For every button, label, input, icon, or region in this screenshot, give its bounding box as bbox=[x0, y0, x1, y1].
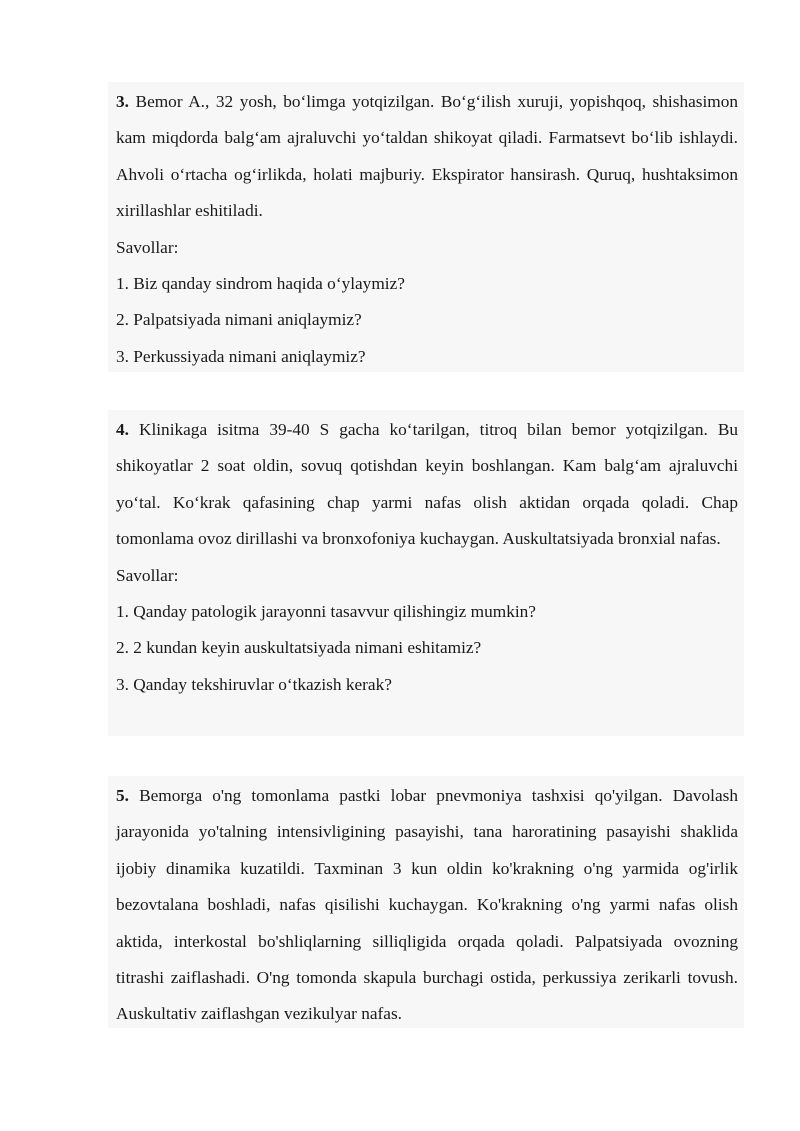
case-3-question-2: 2. Palpatsiyada nimani aniqlaymiz? bbox=[116, 310, 362, 330]
case-4-question-1: 1. Qanday patologik jarayonni tasavvur qilishingiz mumkin? bbox=[116, 602, 536, 622]
case-4-number: 4. bbox=[116, 420, 129, 439]
case-5-text: Bemorga o'ng tomonlama pastki lobar pnevmoniya tashxisi qo'yilgan. Davolash jarayonida yo'talning intensivligining pasayishi, tana haroratining pasayishi shaklida ijobiy dinamika kuzatildi. Taxminan 3 kun oldin ko'krakning o'ng yarmida og'irlik bezovtalana boshladi, nafas qisilishi kuchaygan. Ko'krakning o'ng yarmi nafas olish aktida, interkostal bo'shliqlarning silliqligida orqada qoladi. Palpatsiyada ovozning titrashi zaiflashadi. O'ng tomonda skapula burchagi ostida, perkussiya zerikarli tovush. Auskultativ zaiflashgan vezikulyar nafas. bbox=[116, 786, 739, 1024]
case-4-paragraph bbox=[116, 410, 738, 558]
case-4-question-3: 3. Qanday tekshiruvlar o‘tkazish kerak? bbox=[116, 674, 392, 694]
case-5-number: 5. bbox=[116, 786, 129, 805]
case-3-text: Bemor A., 32 yosh, bo‘limga yotqizilgan. Bo‘g‘ilish xuruji, yopishqoq, shishasimon kam miqdorda balg‘am ajraluvchi yo‘taldan shikoyat qiladi. Farmatsevt bo‘lib ishlaydi. Ahvoli o‘rtacha og‘irlikda, holati majburiy. Ekspirator hansirash. Quruq, hushtaksimon xirillashlar eshitiladi. bbox=[116, 92, 739, 221]
case-5-paragraph bbox=[116, 776, 738, 1033]
case-5-block bbox=[108, 776, 744, 1028]
case-4-block bbox=[108, 410, 744, 736]
case-3-block bbox=[108, 82, 744, 372]
case-3-question-3: 3. Perkussiyada nimani aniqlaymiz? bbox=[116, 346, 366, 366]
case-3-paragraph bbox=[116, 82, 738, 230]
case-3-number: 3. bbox=[116, 92, 129, 111]
case-3-questions-label: Savollar: bbox=[116, 237, 179, 257]
case-4-questions-label: Savollar: bbox=[116, 565, 179, 585]
case-4-text: Klinikaga isitma 39-40 S gacha ko‘tarilgan, titroq bilan bemor yotqizilgan. Bu shikoyatlar 2 soat oldin, sovuq qotishdan keyin boshlangan. Kam balg‘am ajraluvchi yo‘tal. Ko‘krak qafasining chap yarmi nafas olish aktidan orqada qoladi. Chap tomonlama ovoz dirillashi va bronxofoniya kuchaygan. Auskultatsiyada bronxial nafas. bbox=[116, 420, 738, 549]
case-4-question-2: 2. 2 kundan keyin auskultatsiyada nimani eshitamiz? bbox=[116, 638, 482, 658]
case-3-question-1: 1. Biz qanday sindrom haqida o‘ylaymiz? bbox=[116, 274, 405, 294]
